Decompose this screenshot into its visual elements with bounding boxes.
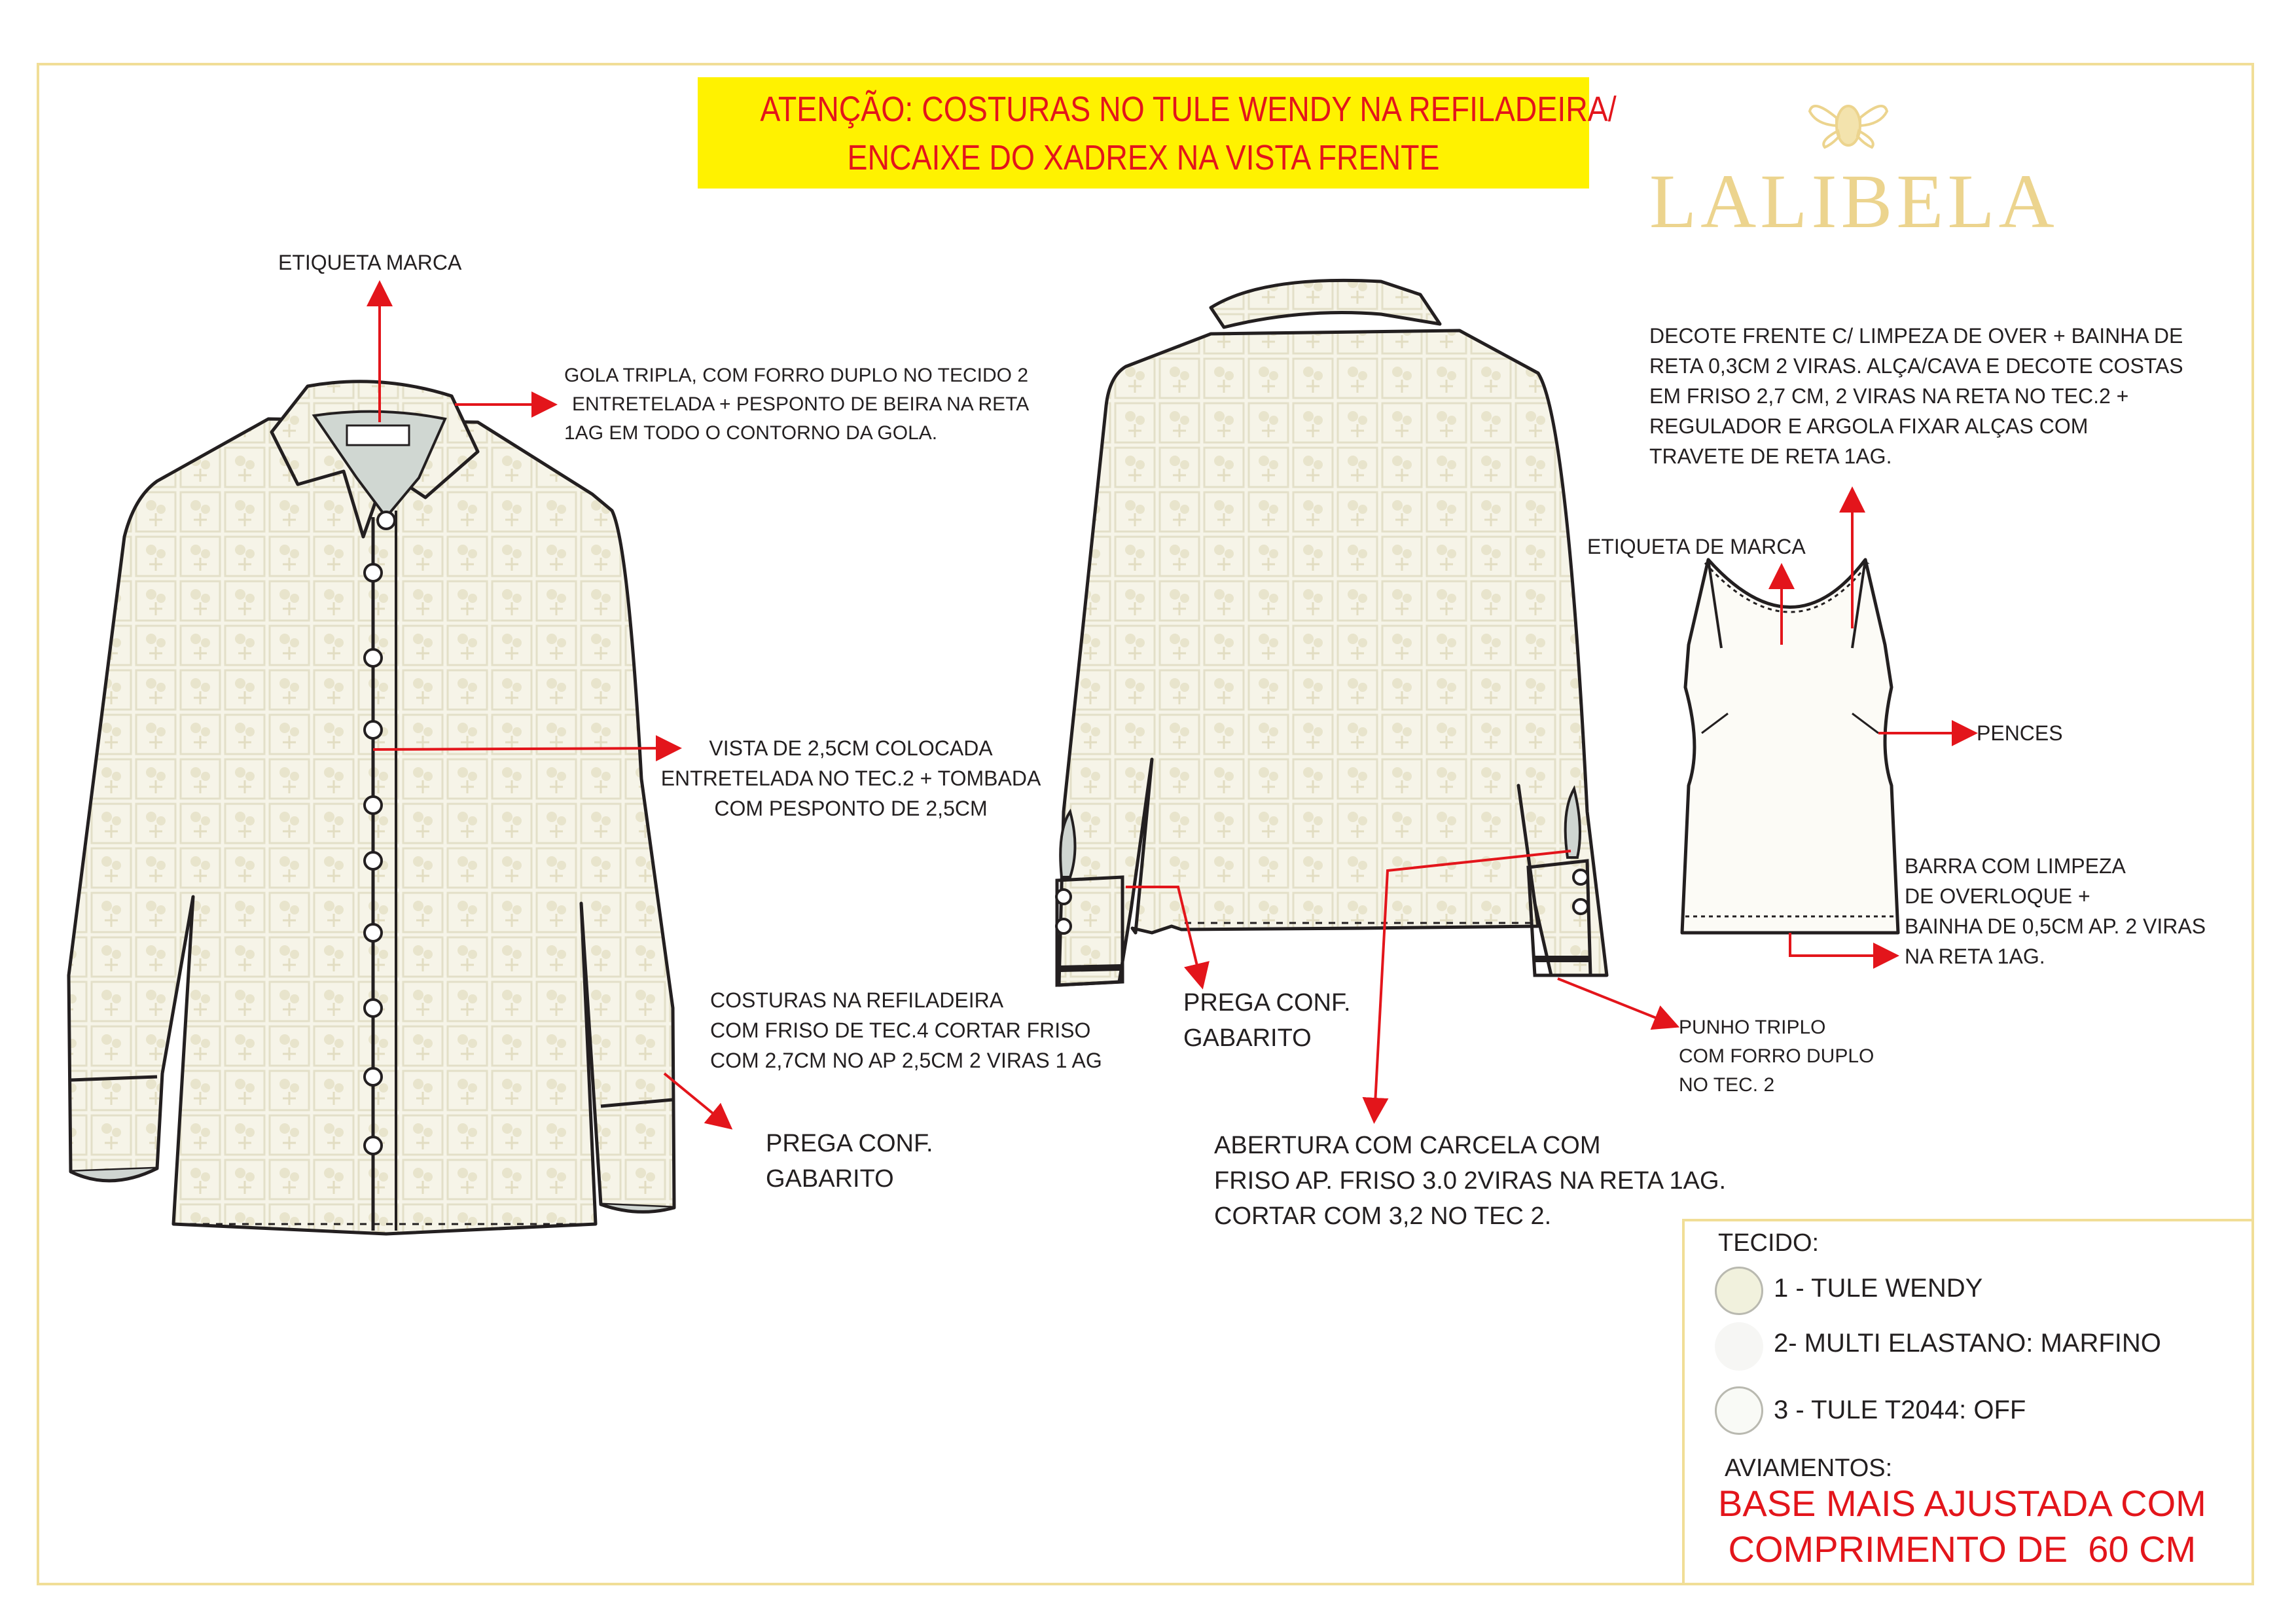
camisole: [1682, 560, 1898, 933]
note-prega-line: PREGA CONF.: [1183, 989, 1351, 1017]
label-etiqueta-de-marca: ETIQUETA DE MARCA: [1587, 535, 1806, 558]
note-barra-line: NA RETA 1AG.: [1905, 945, 2045, 968]
note-prega-line: GABARITO: [1183, 1024, 1312, 1052]
fabric-swatch-1: [1715, 1267, 1763, 1315]
note-gola-line: 1AG EM TODO O CONTORNO DA GOLA.: [564, 422, 938, 444]
legend-tecido-title: TECIDO:: [1718, 1229, 1820, 1257]
bee-icon: [1810, 106, 1887, 147]
note-costuras: [710, 985, 1102, 1075]
shirt-back-collar: [1211, 280, 1440, 327]
fabric-swatch-3: [1715, 1386, 1763, 1435]
note-costuras-line: COM 2,7CM NO AP 2,5CM 2 VIRAS 1 AG: [710, 1049, 1102, 1072]
note-abertura: [1214, 1128, 1726, 1234]
note-vista-line: VISTA DE 2,5CM COLOCADA: [709, 736, 993, 760]
aviamentos-note: [1718, 1481, 2206, 1572]
note-prega-line: PREGA CONF.: [766, 1130, 933, 1157]
warning-line-2: ENCAIXE DO XADREX NA VISTA FRENTE: [847, 138, 1440, 177]
note-barra-line: DE OVERLOQUE +: [1905, 884, 2090, 908]
fabric-swatch-2: [1715, 1322, 1763, 1371]
note-decote-line: TRAVETE DE RETA 1AG.: [1649, 444, 1892, 468]
shirt-back: [1056, 280, 1607, 985]
note-gola-line: ENTRETELADA + PESPONTO DE BEIRA NA RETA: [572, 393, 1030, 415]
note-gola-line: GOLA TRIPLA, COM FORRO DUPLO NO TECIDO 2: [564, 365, 1029, 386]
note-vista-line: ENTRETELADA NO TEC.2 + TOMBADA: [660, 767, 1041, 790]
note-decote: [1649, 321, 2183, 471]
note-prega-front: [766, 1126, 933, 1197]
camisole-body: [1682, 560, 1898, 933]
brand-logo-text: LALIBELA: [1649, 158, 2058, 244]
note-vista: [655, 733, 1047, 823]
label-etiqueta-marca: ETIQUETA MARCA: [278, 251, 462, 274]
warning-line-1: ATENÇÃO: COSTURAS NO TULE WENDY NA REFILADEIRA/: [760, 90, 1617, 129]
note-barra-line: BAINHA DE 0,5CM AP. 2 VIRAS: [1905, 914, 2206, 938]
legend-aviamentos-title: AVIAMENTOS:: [1725, 1454, 1893, 1482]
note-barra-line: BARRA COM LIMPEZA: [1905, 854, 2126, 878]
note-decote-line: DECOTE FRENTE C/ LIMPEZA DE OVER + BAINHA DE: [1649, 324, 2183, 348]
note-decote-line: REGULADOR E ARGOLA FIXAR ALÇAS COM: [1649, 414, 2089, 438]
note-punho: [1679, 1013, 1874, 1100]
note-punho-line: COM FORRO DUPLO: [1679, 1045, 1874, 1067]
note-abertura-line: ABERTURA COM CARCELA COM: [1214, 1132, 1601, 1159]
note-abertura-line: CORTAR COM 3,2 NO TEC 2.: [1214, 1202, 1552, 1230]
note-vista-line: COM PESPONTO DE 2,5CM: [714, 797, 988, 820]
note-prega-back: [1183, 985, 1351, 1056]
note-costuras-line: COSTURAS NA REFILADEIRA: [710, 988, 1004, 1012]
label-pences: PENCES: [1977, 721, 2063, 745]
legend-fabric-3: 3 - TULE T2044: OFF: [1774, 1396, 2026, 1424]
legend-fabric-2: 2- MULTI ELASTANO: MARFINO: [1774, 1329, 2161, 1358]
note-punho-line: NO TEC. 2: [1679, 1074, 1775, 1096]
brand-label-tag: [347, 425, 409, 445]
note-punho-line: PUNHO TRIPLO: [1679, 1017, 1826, 1038]
aviamentos-note-line: BASE MAIS AJUSTADA COM: [1718, 1483, 2206, 1524]
note-prega-line: GABARITO: [766, 1165, 894, 1193]
note-gola: [564, 361, 1029, 448]
shirt-front: [69, 382, 674, 1234]
note-decote-line: EM FRISO 2,7 CM, 2 VIRAS NA RETA NO TEC.2 +: [1649, 384, 2129, 408]
note-decote-line: RETA 0,3CM 2 VIRAS. ALÇA/CAVA E DECOTE COSTAS: [1649, 354, 2183, 378]
aviamentos-note-line: COMPRIMENTO DE 60 CM: [1718, 1528, 2197, 1570]
warning-banner: [698, 77, 1617, 189]
note-costuras-line: COM FRISO DE TEC.4 CORTAR FRISO: [710, 1019, 1091, 1042]
note-abertura-line: FRISO AP. FRISO 3.0 2VIRAS NA RETA 1AG.: [1214, 1167, 1727, 1195]
note-barra: [1905, 851, 2206, 971]
legend-fabric-1: 1 - TULE WENDY: [1774, 1274, 1983, 1303]
